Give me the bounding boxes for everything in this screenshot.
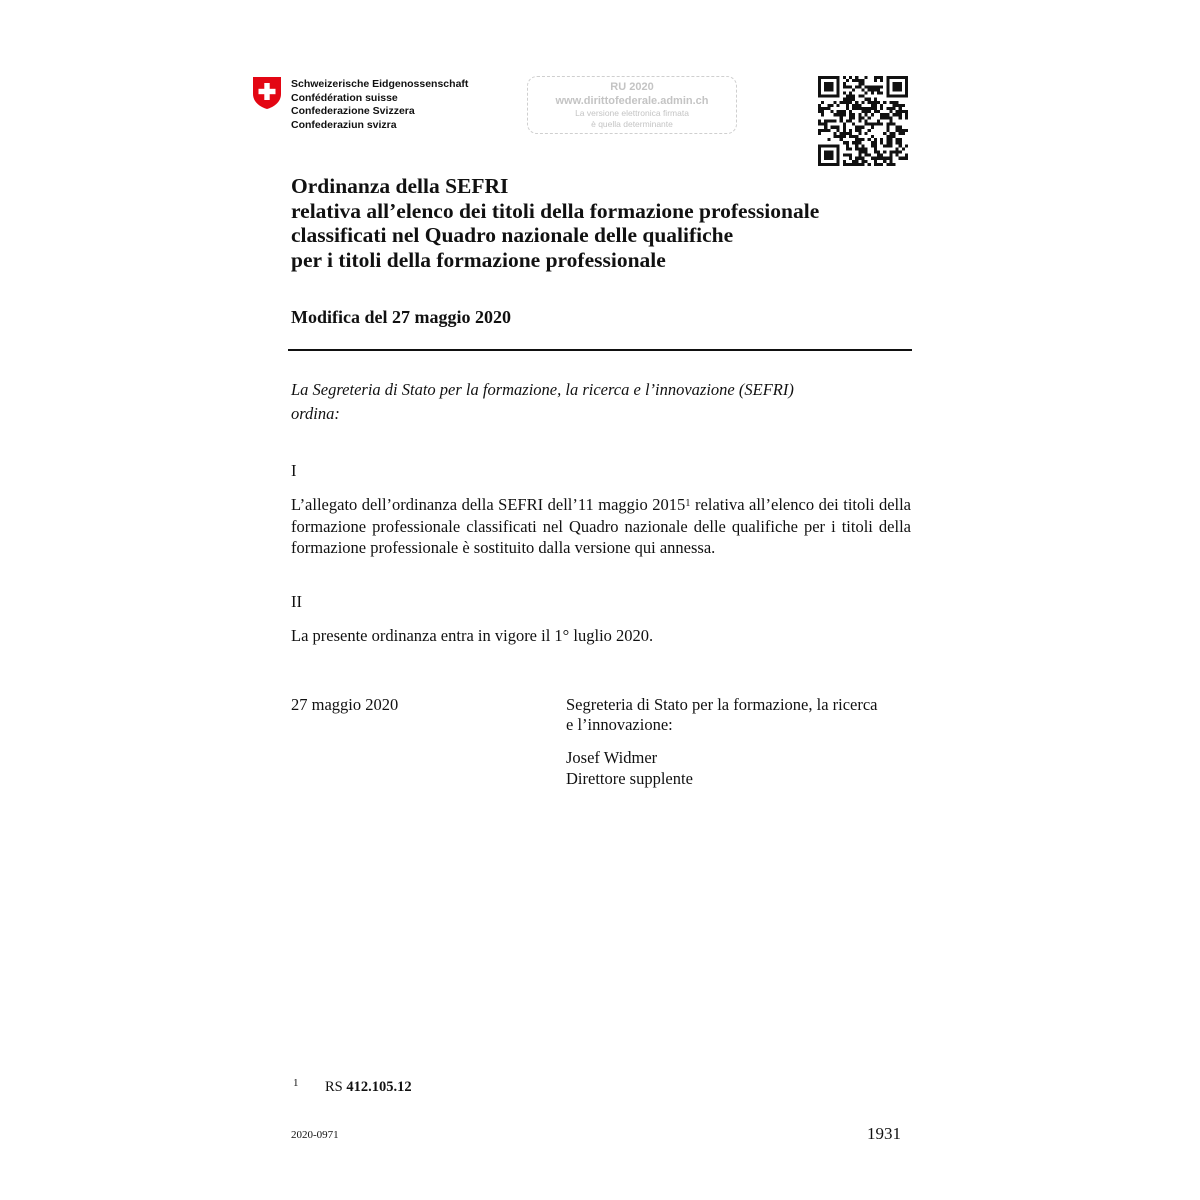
amendment-date: Modifica del 27 maggio 2020: [291, 307, 511, 327]
footnote-reference[interactable]: 1: [685, 498, 691, 509]
signer-name: Josef Widmer: [566, 748, 658, 767]
preamble-line: ordina:: [291, 404, 340, 423]
footnote-number: 1: [293, 1077, 299, 1089]
preamble-line: La Segreteria di Stato per la formazione, la ricerca e l’innovazione (SEFRI): [291, 380, 794, 399]
swiss-cross-icon: [252, 76, 282, 110]
signing-authority: [566, 695, 916, 735]
stamp-url: www.dirittofederale.admin.ch: [555, 95, 709, 107]
signer: [566, 747, 693, 789]
footnote-reference-number: 412.105.12: [346, 1079, 412, 1095]
confederation-name-fr: Confédération suisse: [291, 91, 398, 104]
title-divider: [288, 349, 912, 351]
section-heading-i: I: [291, 461, 297, 480]
title-line: classificati nel Quadro nazionale delle qualifiche: [291, 223, 734, 247]
section-i-text-end: relativa all’elenco dei titoli della formazione professionale classificati nel Quadro nazionale delle qualifiche per i titoli della formazione professionale è sostituito dalla versione qui annessa.: [291, 495, 912, 557]
section-i-text: [291, 494, 911, 559]
official-compilation-stamp: [527, 76, 737, 134]
document-code: 2020-0971: [291, 1129, 339, 1141]
stamp-note-1: La versione elettronica firmata: [575, 108, 689, 118]
authority-line: e l’innovazione:: [566, 715, 673, 734]
title-line: per i titoli della formazione professionale: [291, 247, 666, 272]
section-ii-text: La presente ordinanza entra in vigore il 1° luglio 2020.: [291, 626, 654, 645]
title-line: relativa all’elenco dei titoli della formazione professionale: [291, 198, 820, 223]
confederation-name-rm: Confederaziun svizra: [291, 118, 397, 131]
authority-line: Segreteria di Stato per la formazione, la ricerca: [566, 695, 878, 714]
section-heading-ii: II: [291, 592, 302, 611]
preamble: [291, 378, 911, 426]
stamp-collection: RU 2020: [610, 81, 654, 93]
footnote-prefix: RS: [325, 1079, 347, 1095]
confederation-name-it: Confederazione Svizzera: [291, 105, 415, 117]
title-line: Ordinanza della SEFRI: [291, 174, 509, 198]
stamp-note-2: è quella determinante: [591, 119, 673, 129]
confederation-names: [291, 78, 468, 132]
qr-code-icon: [818, 76, 908, 166]
section-i-text-start: L’allegato dell’ordinanza della SEFRI dell’11 maggio 2015: [291, 495, 686, 514]
footnote-text: [325, 1079, 412, 1096]
ordinance-title: [291, 174, 931, 272]
signer-role: Direttore supplente: [566, 769, 693, 788]
signature-date: 27 maggio 2020: [291, 695, 399, 714]
page-number: 1931: [867, 1124, 901, 1143]
confederation-name-de: Schweizerische Eidgenossenschaft: [291, 78, 469, 90]
